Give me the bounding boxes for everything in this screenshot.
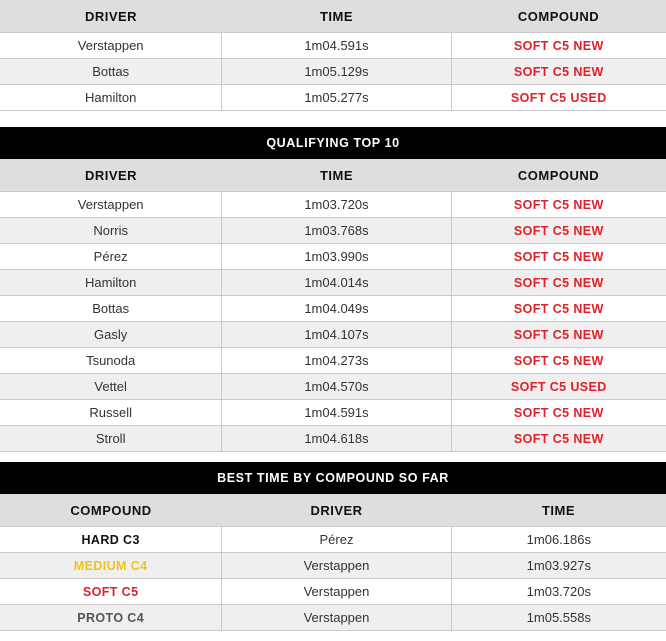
header-time: TIME xyxy=(319,167,354,183)
driver-cell: Verstappen xyxy=(77,38,144,53)
header-time: TIME xyxy=(319,8,354,24)
table-row xyxy=(0,32,666,58)
table-row xyxy=(0,347,666,373)
best-compound-table xyxy=(0,494,666,631)
table-row xyxy=(0,425,666,452)
compound-cell: SOFT C5 NEW xyxy=(451,218,666,243)
table-row xyxy=(0,191,666,217)
compound-cell-soft: SOFT C5 xyxy=(82,584,139,599)
driver-cell: Bottas xyxy=(92,64,130,79)
table-header xyxy=(0,159,666,191)
table-row xyxy=(0,295,666,321)
driver-cell: Verstappen xyxy=(221,579,450,604)
time-cell: 1m04.591s xyxy=(221,400,450,425)
time-cell: 1m04.570s xyxy=(221,374,450,399)
driver-cell: Verstappen xyxy=(221,605,450,630)
table-row xyxy=(0,399,666,425)
header-compound: COMPOUND xyxy=(517,8,600,24)
time-cell: 1m05.558s xyxy=(451,605,666,630)
time-cell: 1m04.591s xyxy=(221,33,450,58)
header-driver: DRIVER xyxy=(84,167,138,183)
compound-cell-proto: PROTO C4 xyxy=(77,610,145,625)
compound-cell: SOFT C5 NEW xyxy=(451,322,666,347)
table-row xyxy=(0,578,666,604)
header-compound: COMPOUND xyxy=(517,167,600,183)
compound-cell: SOFT C5 NEW xyxy=(451,270,666,295)
driver-cell: Stroll xyxy=(95,431,126,446)
qualifying-table xyxy=(0,159,666,452)
driver-cell: Tsunoda xyxy=(86,353,136,368)
time-cell: 1m04.618s xyxy=(221,426,450,451)
table-row xyxy=(0,217,666,243)
table-row xyxy=(0,243,666,269)
header-compound: COMPOUND xyxy=(70,502,152,518)
driver-cell: Pérez xyxy=(221,527,450,552)
compound-cell: SOFT C5 NEW xyxy=(451,426,666,451)
driver-cell: Russell xyxy=(89,405,132,420)
best-compound-title-bar: BEST TIME BY COMPOUND SO FAR xyxy=(0,462,666,494)
driver-cell: Verstappen xyxy=(77,197,144,212)
driver-cell: Verstappen xyxy=(221,553,450,578)
time-cell: 1m05.129s xyxy=(221,59,450,84)
header-driver: DRIVER xyxy=(310,502,363,518)
driver-cell: Gasly xyxy=(94,327,128,342)
table-row xyxy=(0,552,666,578)
compound-cell: SOFT C5 NEW xyxy=(451,33,666,58)
compound-cell-hard: HARD C3 xyxy=(81,532,140,547)
table-header xyxy=(0,494,666,526)
time-cell: 1m03.720s xyxy=(221,192,450,217)
compound-cell: SOFT C5 NEW xyxy=(451,192,666,217)
time-cell: 1m03.768s xyxy=(221,218,450,243)
compound-cell-medium: MEDIUM C4 xyxy=(73,558,148,573)
driver-cell: Vettel xyxy=(94,379,127,394)
time-cell: 1m04.014s xyxy=(221,270,450,295)
table-row xyxy=(0,526,666,552)
compound-cell: SOFT C5 NEW xyxy=(451,59,666,84)
table-row xyxy=(0,84,666,111)
table-row xyxy=(0,58,666,84)
driver-cell: Norris xyxy=(93,223,128,238)
header-time: TIME xyxy=(541,502,576,518)
time-cell: 1m04.049s xyxy=(221,296,450,321)
time-cell: 1m04.107s xyxy=(221,322,450,347)
time-cell: 1m05.277s xyxy=(221,85,450,110)
time-cell: 1m03.720s xyxy=(451,579,666,604)
table-row xyxy=(0,269,666,295)
driver-cell: Pérez xyxy=(93,249,128,264)
table-row xyxy=(0,321,666,347)
time-cell: 1m03.990s xyxy=(221,244,450,269)
top-results-table xyxy=(0,0,666,111)
compound-cell: SOFT C5 USED xyxy=(451,85,666,110)
time-cell: 1m03.927s xyxy=(451,553,666,578)
table-row xyxy=(0,604,666,631)
compound-cell: SOFT C5 NEW xyxy=(451,400,666,425)
driver-cell: Hamilton xyxy=(85,90,137,105)
compound-cell: SOFT C5 NEW xyxy=(451,296,666,321)
qualifying-title-bar: QUALIFYING TOP 10 xyxy=(0,127,666,159)
driver-cell: Bottas xyxy=(92,301,130,316)
time-cell: 1m04.273s xyxy=(221,348,450,373)
compound-cell: SOFT C5 USED xyxy=(451,374,666,399)
compound-cell: SOFT C5 NEW xyxy=(451,244,666,269)
table-header xyxy=(0,0,666,32)
header-driver: DRIVER xyxy=(84,8,138,24)
compound-cell: SOFT C5 NEW xyxy=(451,348,666,373)
driver-cell: Hamilton xyxy=(85,275,137,290)
table-row xyxy=(0,373,666,399)
time-cell: 1m06.186s xyxy=(451,527,666,552)
